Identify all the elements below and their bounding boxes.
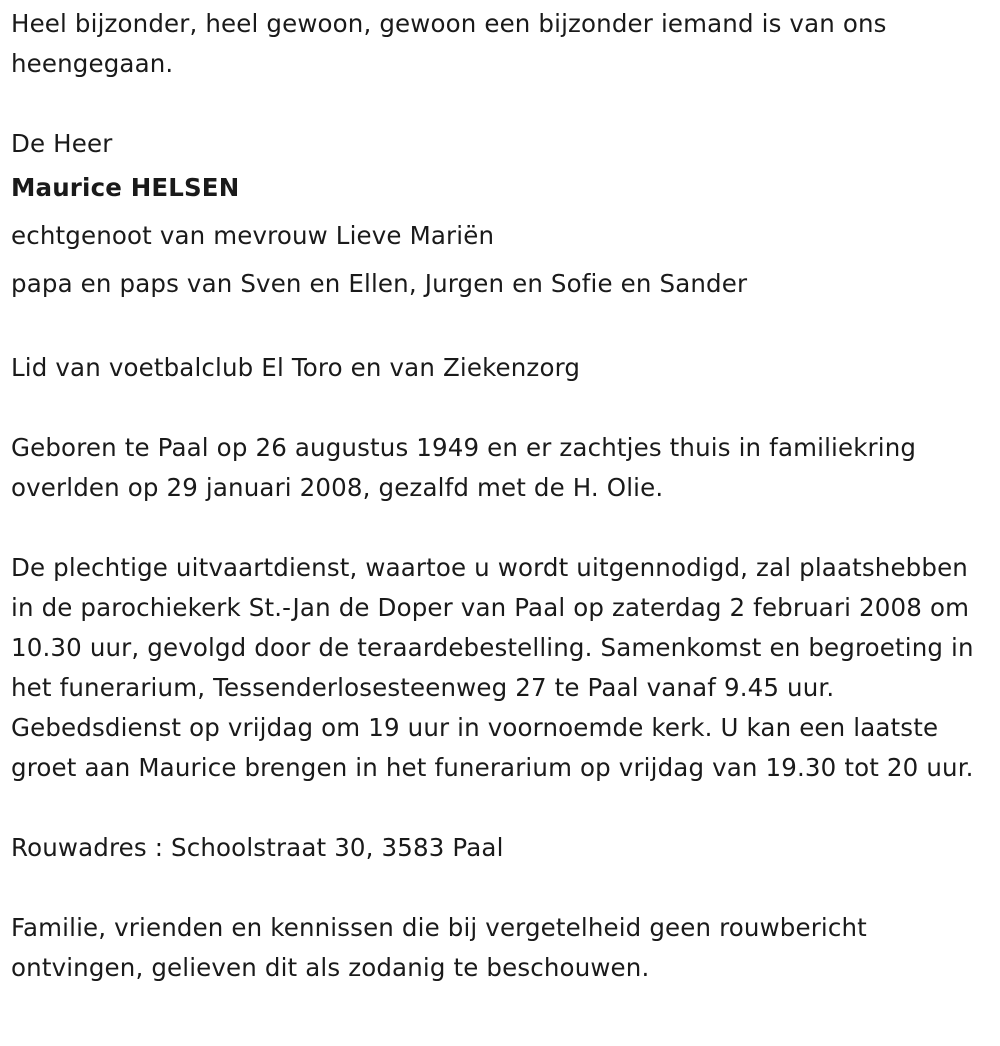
birth-death-text: Geboren te Paal op 26 augustus 1949 en er zachtjes thuis in familiekring overlden op 29 januari 2008, gezalfd met de H. Olie. (11, 433, 917, 502)
spacer (11, 308, 996, 348)
closing-text: Familie, vrienden en kennissen die bij vergetelheid geen rouwbericht ontvingen, gelieven dit als zodanig te beschouwen. (11, 913, 867, 982)
spacer (11, 388, 996, 428)
obituary-document (11, 4, 996, 988)
spacer (11, 84, 996, 124)
membership-line: Lid van voetbalclub El Toro en van Ziekenzorg (11, 353, 581, 382)
deceased-name: Maurice HELSEN (11, 173, 240, 202)
spacer (11, 508, 996, 548)
address-line: Rouwadres : Schoolstraat 30, 3583 Paal (11, 833, 504, 862)
children-line: papa en paps van Sven en Ellen, Jurgen en Sofie en Sander (11, 269, 748, 298)
spouse-line: echtgenoot van mevrouw Lieve Mariën (11, 221, 495, 250)
spacer (11, 788, 996, 828)
intro-text: Heel bijzonder, heel gewoon, gewoon een bijzonder iemand is van ons heengegaan. (11, 9, 887, 78)
spacer (11, 868, 996, 908)
funeral-text: De plechtige uitvaartdienst, waartoe u wordt uitgennodigd, zal plaatshebben in de parochiekerk St.-Jan de Doper van Paal op zaterdag 2 februari 2008 om 10.30 uur, gevolgd door de teraardebestelling. Samenkomst en begroeting in het funerarium, Tessenderlosesteenweg 27 te Paal vanaf 9.45 uur. Gebedsdienst op vrijdag om 19 uur in voornoemde kerk. U kan een laatste groet aan Maurice brengen in het funerarium op vrijdag van 19.30 tot 20 uur. (11, 553, 974, 782)
title-prefix: De Heer (11, 129, 113, 158)
